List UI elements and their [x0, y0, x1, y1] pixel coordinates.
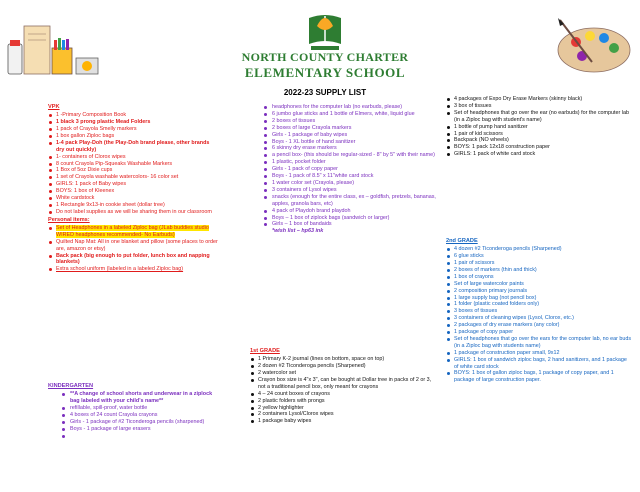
- list-item: headphones for the computer lab (no earbuds, please): [250, 104, 440, 111]
- list-item: 1 black 3 prong plastic Mead Folders: [48, 119, 218, 126]
- list-item: Set of large watercolor paints: [446, 281, 632, 288]
- list-item: Boys - 1 pack of 8.5" x 11"white card stock: [250, 173, 440, 180]
- second-grade-heading: 2nd GRADE: [446, 238, 478, 244]
- list-item: [48, 225, 218, 239]
- list-item: 8 count Crayola Pip-Squeaks Washable Markers: [48, 161, 218, 168]
- list-item: Set of headphones that go over the ear (no earbuds) for the computer lab (in a Ziploc bag with student's name): [446, 110, 632, 124]
- kindergarten-heading: KINDERGARTEN: [48, 383, 94, 389]
- list-item: 2 yellow highlighter: [250, 405, 440, 412]
- list-item: 1 plastic, pocket folder: [250, 159, 440, 166]
- wish-list: *wish list – hp63 ink: [272, 228, 324, 235]
- list-item: 1 folder (plastic coated folders only): [446, 301, 632, 308]
- highlighted-text: Set of Headphones in a labeled Ziploc bag (JLab buddies studio WIRED headphones recommended- No Earbuds): [56, 224, 209, 238]
- list-item: Boys – 1 box of ziplock bags (sandwich or larger): [250, 215, 440, 222]
- list-item: 3 containers of cleaning wipes (Lysol, Clorox, etc.): [446, 315, 632, 322]
- page-title: 2022-23 SUPPLY LIST: [283, 88, 367, 97]
- second-grade-section: [446, 238, 632, 384]
- list-item: 2 boxes of large Crayola markers: [250, 125, 440, 132]
- second-grade-list: [446, 246, 632, 384]
- list-item: Girls – 1 box of bandaids: [250, 221, 440, 228]
- list-item: 2 boxes of tissues: [250, 118, 440, 125]
- school-name: [200, 50, 450, 81]
- list-item: 1 large supply bag (not pencil box): [446, 295, 632, 302]
- list-item: 4 pack of Playdoh brand playdoh: [250, 208, 440, 215]
- list-item: 2 watercolor set: [250, 370, 440, 377]
- list-item: 6 glue sticks: [446, 253, 632, 260]
- list-item: Boys - 1 package of large erasers: [48, 426, 218, 433]
- list-item: 1 Box of 5oz Dixie cups: [48, 167, 218, 174]
- list-item: 1 box of crayons: [446, 274, 632, 281]
- list-item: 1-4 pack Play-Doh (the Play-Doh brand please, other brands dry out quickly): [48, 140, 218, 154]
- list-item: 3 containers of Lysol wipes: [250, 187, 440, 194]
- list-item: 1 box gallon Ziploc bags: [48, 133, 218, 140]
- list-item: 1 pack of Crayola Smelly markers: [48, 126, 218, 133]
- list-item: 6 jumbo glue sticks and 1 bottle of Elmers, white, liquid glue: [250, 111, 440, 118]
- list-item: Boys - 1 XL bottle of hand sanitizer: [250, 139, 440, 146]
- list-item: snacks (enough for the entire class, ex – goldfish, pretzels, bananas, apples, granola bars, etc): [250, 194, 440, 208]
- kindergarten-continued: [250, 104, 440, 235]
- list-item: 4 packages of Expo Dry Erase Markers (skinny black): [446, 96, 632, 103]
- book-leaf-logo: [305, 10, 345, 54]
- first-grade-heading: 1st GRADE: [250, 348, 280, 354]
- list-item: 2 boxes of markers (thin and thick): [446, 267, 632, 274]
- list-item: 1 package of construction paper small, 9x12: [446, 350, 632, 357]
- list-item: 2 packages of dry erase markers (any color): [446, 322, 632, 329]
- list-item: Backpack (NO wheels): [446, 137, 632, 144]
- list-item: Girls - 1 package of baby wipes: [250, 132, 440, 139]
- list-item: 2 dozen #2 Ticonderoga pencils (Sharpened): [250, 363, 440, 370]
- list-item: 3 box of tissues: [446, 103, 632, 110]
- list-item: 4 – 24 count boxes of crayons: [250, 391, 440, 398]
- list-item: Girls - 1 pack of copy paper: [250, 166, 440, 173]
- list-item: 6 skinny dry erase markers: [250, 145, 440, 152]
- list-item: **A change of school shorts and underwear in a ziplock bag labeled with your child's name**: [48, 391, 218, 405]
- list-item: GIRLS: 1 pack of Baby wipes: [48, 181, 218, 188]
- list-item: 1 water color set (Crayola, please): [250, 180, 440, 187]
- school-supplies-clipart: [6, 18, 101, 80]
- list-item: Crayon box size is 4"x 3", can be bought at Dollar tree in packs of 2 or 3, not a traditional pencil box, only meant for crayons: [250, 377, 440, 391]
- list-item: Girls - 1 package of #2 Ticonderoga pencils (sharpened): [48, 419, 218, 426]
- school-name-line2: ELEMENTARY SCHOOL: [244, 65, 406, 80]
- list-item: 1 pair of scissors: [446, 260, 632, 267]
- list-item: 1 Rectangle 9x13-in cookie sheet (dollar tree): [48, 202, 218, 209]
- list-item: 2 containers Lysol/Clorox wipes: [250, 411, 440, 418]
- list-item: White cardstock: [48, 195, 218, 202]
- list-item: 1 bottle of pump hand sanitizer: [446, 124, 632, 131]
- list-item: BOYS: 1 pack 12x18 construction paper: [446, 144, 632, 151]
- list-item: 4 boxes of 24 count Crayola crayons: [48, 412, 218, 419]
- school-name-line1: NORTH COUNTY CHARTER: [241, 50, 409, 64]
- kindergarten-list-part1: [48, 391, 218, 432]
- list-item: 1 -Primary Composition Book: [48, 112, 218, 119]
- personal-items-list: [48, 225, 218, 273]
- list-item: refillable, spill-proof, water bottle: [48, 405, 218, 412]
- list-item: Extra school uniform (labeled in a labeled Ziploc bag): [48, 266, 218, 273]
- list-item: a pencil box- (this should be regular-sized - 8" by 5" with their name): [250, 152, 440, 159]
- personal-items-heading: Personal items:: [48, 216, 90, 223]
- list-item: Back pack (big enough to put folder, lunch box and napping blankets): [48, 253, 218, 267]
- vpk-list: [48, 112, 218, 216]
- kindergarten-section: [48, 383, 218, 433]
- list-item: 1- containers of Clorox wipes: [48, 154, 218, 161]
- first-grade-continued: [446, 96, 632, 158]
- list-item: Do not label supplies as we will be sharing them in our classroom: [48, 209, 218, 216]
- first-grade-list-part1: [250, 356, 440, 425]
- first-grade-list-part2: [446, 96, 632, 158]
- list-item: 1 Primary K-2 journal (lines on bottom, space on top): [250, 356, 440, 363]
- list-item: 4 dozen #2 Ticonderoga pencils (Sharpened): [446, 246, 632, 253]
- vpk-heading: VPK: [48, 104, 60, 110]
- list-item: GIRLS: 1 pack of white card stock: [446, 151, 632, 158]
- list-item: 3 boxes of tissues: [446, 308, 632, 315]
- kindergarten-list-part2: [250, 104, 440, 228]
- list-item: BOYS: 1 box of gallon ziploc bags, 1 package of copy paper, and 1 package of large construction paper.: [446, 370, 632, 384]
- list-item: 1 package of copy paper: [446, 329, 632, 336]
- list-item: 2 composition primary journals: [446, 288, 632, 295]
- paint-palette-clipart: [546, 16, 636, 76]
- list-item: Set of headphones that go over the ears for the computer lab, no ear buds (in a Ziploc bag with students name): [446, 336, 632, 350]
- list-item: 1 set of Crayola washable watercolors- 16 color set: [48, 174, 218, 181]
- list-item: 1 pair of kid scissors: [446, 131, 632, 138]
- first-grade-section: [250, 348, 440, 425]
- list-item: 1 package baby wipes: [250, 418, 440, 425]
- list-item: GIRLS: 1 box of sandwich ziploc bags, 2 hand sanitizers, and 1 package of white card stock: [446, 357, 632, 371]
- list-item: BOYS: 1 box of Kleenex: [48, 188, 218, 195]
- vpk-section: [48, 104, 218, 273]
- list-item: Quilted Nap Mat: All in one blanket and pillow (some places to order are, amazon or etsy): [48, 239, 218, 253]
- list-item: 2 plastic folders with prongs: [250, 398, 440, 405]
